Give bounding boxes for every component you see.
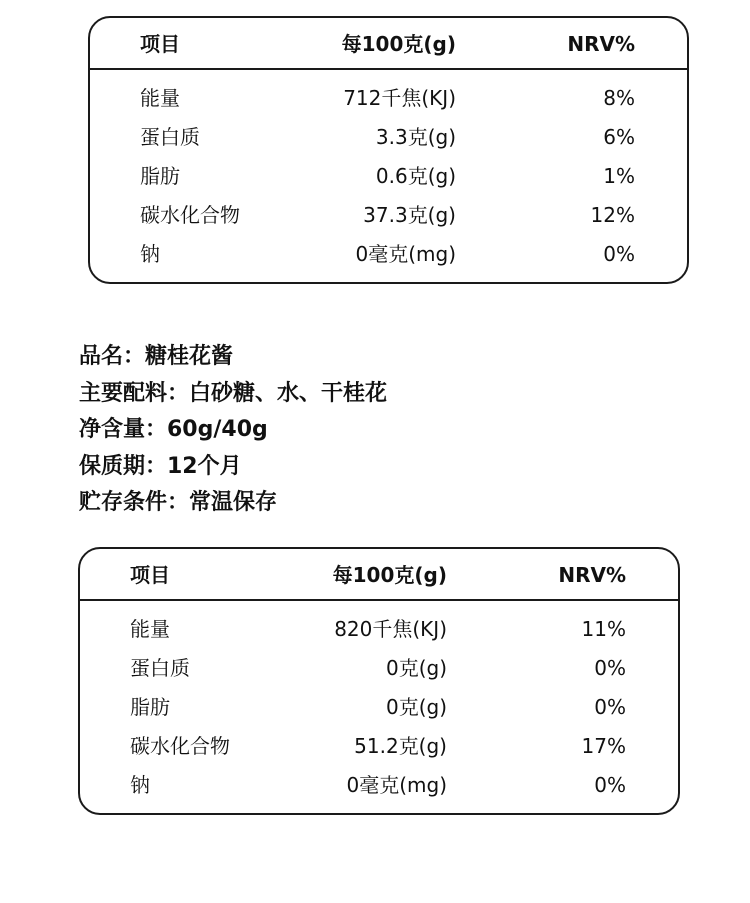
row-nrv: 0% [594, 773, 626, 797]
table-row [90, 187, 687, 226]
table-row [80, 601, 678, 640]
row-nrv: 0% [594, 695, 626, 719]
row-name: 蛋白质 [130, 656, 190, 680]
row-value: 37.3克(g) [363, 203, 456, 227]
nutrition-table-1 [88, 16, 689, 284]
product-info [79, 339, 699, 522]
row-name: 脂肪 [130, 695, 170, 719]
row-name: 蛋白质 [140, 125, 200, 149]
table-row [90, 70, 687, 109]
table-row [90, 226, 687, 265]
product-name-line: 品名：糖桂花酱 [79, 344, 234, 369]
row-name: 钠 [140, 242, 160, 266]
table-row [90, 148, 687, 187]
row-nrv: 12% [590, 203, 635, 227]
row-name: 能量 [130, 617, 170, 641]
row-nrv: 1% [603, 164, 635, 188]
header-per100g: 每100克(g) [332, 563, 447, 587]
row-value: 0毫克(mg) [355, 242, 456, 266]
row-name: 碳水化合物 [130, 734, 230, 758]
storage-line: 贮存条件：常温保存 [79, 490, 278, 515]
row-nrv: 8% [603, 86, 635, 110]
table-header [90, 18, 687, 70]
row-nrv: 6% [603, 125, 635, 149]
row-value: 820千焦(KJ) [334, 617, 447, 641]
table-row [80, 640, 678, 679]
header-item: 项目 [130, 563, 170, 587]
table-row [80, 679, 678, 718]
net-content-line: 净含量：60g/40g [79, 417, 268, 442]
row-nrv: 11% [581, 617, 626, 641]
header-nrv: NRV% [558, 563, 626, 587]
nutrition-table-2 [78, 547, 680, 815]
row-value: 0毫克(mg) [346, 773, 447, 797]
row-nrv: 17% [581, 734, 626, 758]
table-row [80, 718, 678, 757]
header-nrv: NRV% [567, 32, 635, 56]
row-name: 能量 [140, 86, 180, 110]
table-row [80, 757, 678, 796]
row-nrv: 0% [603, 242, 635, 266]
table-row [90, 109, 687, 148]
row-name: 脂肪 [140, 164, 180, 188]
row-nrv: 0% [594, 656, 626, 680]
row-value: 3.3克(g) [375, 125, 456, 149]
header-per100g: 每100克(g) [341, 32, 456, 56]
table-header [80, 549, 678, 601]
row-value: 0克(g) [385, 656, 447, 680]
header-item: 项目 [140, 32, 180, 56]
ingredients-line: 主要配料：白砂糖、水、干桂花 [79, 380, 388, 406]
row-value: 0.6克(g) [375, 164, 456, 188]
shelf-life-line: 保质期：12个月 [79, 453, 242, 479]
row-name: 碳水化合物 [140, 203, 240, 227]
row-name: 钠 [130, 773, 150, 797]
row-value: 51.2克(g) [354, 734, 447, 758]
row-value: 0克(g) [385, 695, 447, 719]
row-value: 712千焦(KJ) [343, 86, 456, 110]
